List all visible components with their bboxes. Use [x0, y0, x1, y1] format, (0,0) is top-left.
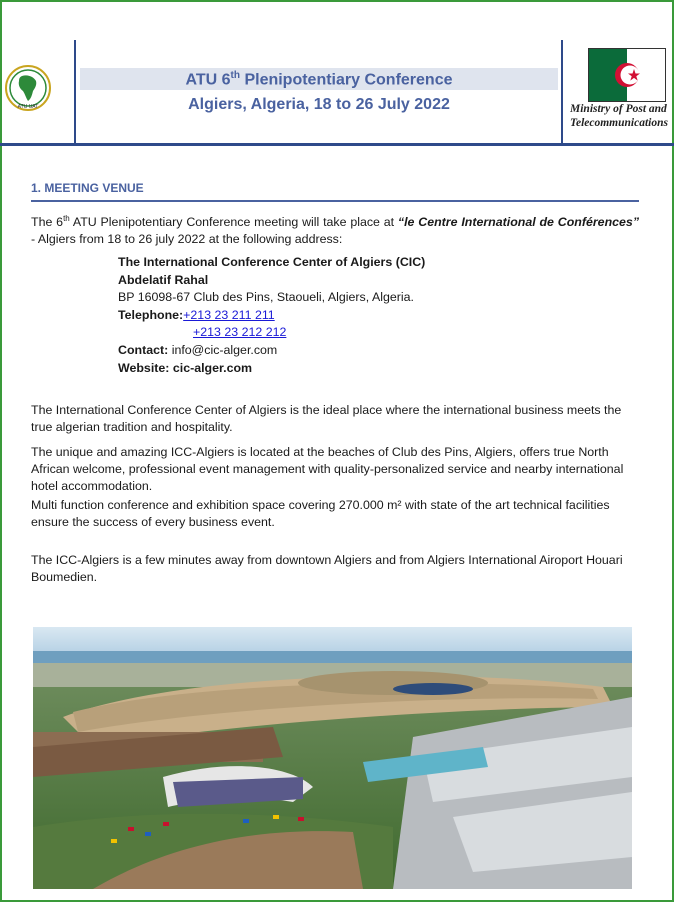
- paragraph-1: The International Conference Center of Algiers is the ideal place where the international business meets the true algerian tradition and hospitality.: [31, 403, 622, 434]
- section-rule: [31, 200, 639, 202]
- atu-logo: [4, 64, 52, 112]
- contact-label: Contact:: [118, 342, 169, 357]
- ministry-label: Ministry of Post and Telecommunications: [570, 103, 668, 129]
- telephone-label: Telephone:: [118, 307, 184, 322]
- paragraph-4: The ICC-Algiers is a few minutes away from downtown Algiers and from Algiers International Airoport Houari Boumedien.: [31, 553, 623, 584]
- logo-text: ATU UAT: [17, 104, 39, 110]
- algeria-flag: [588, 48, 666, 102]
- address-block: [118, 254, 425, 377]
- document-header: [0, 40, 674, 145]
- conference-center-photo: [33, 627, 632, 889]
- conference-title: ATU 6th Plenipotentiary Conference: [185, 70, 453, 89]
- paragraph-3: Multi function conference and exhibition space covering 270.000 m² with state of the art technical facilities ensure the success of every business event.: [31, 498, 610, 529]
- crescent-star-icon: [589, 49, 665, 101]
- street-address: BP 16098-67 Club des Pins, Staoueli, Algiers, Algeria.: [118, 290, 414, 305]
- intro-paragraph: The 6th ATU Plenipotentiary Conference meeting will take place at “le Centre International de Conférences” - Algiers from 18 to 26 july 2022 at the following address:: [31, 214, 640, 247]
- website-label: Website:: [118, 360, 170, 375]
- conference-dates: Algiers, Algeria, 18 to 26 July 2022: [188, 96, 450, 113]
- header-divider-left: [74, 40, 76, 145]
- contact-person: Abdelatif Rahal: [118, 272, 209, 287]
- venue-name: The International Conference Center of Algiers (CIC): [118, 255, 426, 269]
- header-rule: [0, 143, 674, 146]
- contact-email: info@cic-alger.com: [168, 342, 278, 357]
- website-value: cic-alger.com: [169, 360, 253, 375]
- phone-link-2[interactable]: +213 23 212 212: [193, 325, 287, 340]
- paragraph-2: The unique and amazing ICC-Algiers is located at the beaches of Club des Pins, Algiers, offers true North African welcome, professional event management with quality-personalized service and nearby international hotel accommodation.: [31, 445, 624, 493]
- header-divider-right: [561, 40, 563, 145]
- phone-link-1[interactable]: +213 23 211 211: [183, 307, 275, 322]
- section-heading: 1. MEETING VENUE: [31, 181, 144, 195]
